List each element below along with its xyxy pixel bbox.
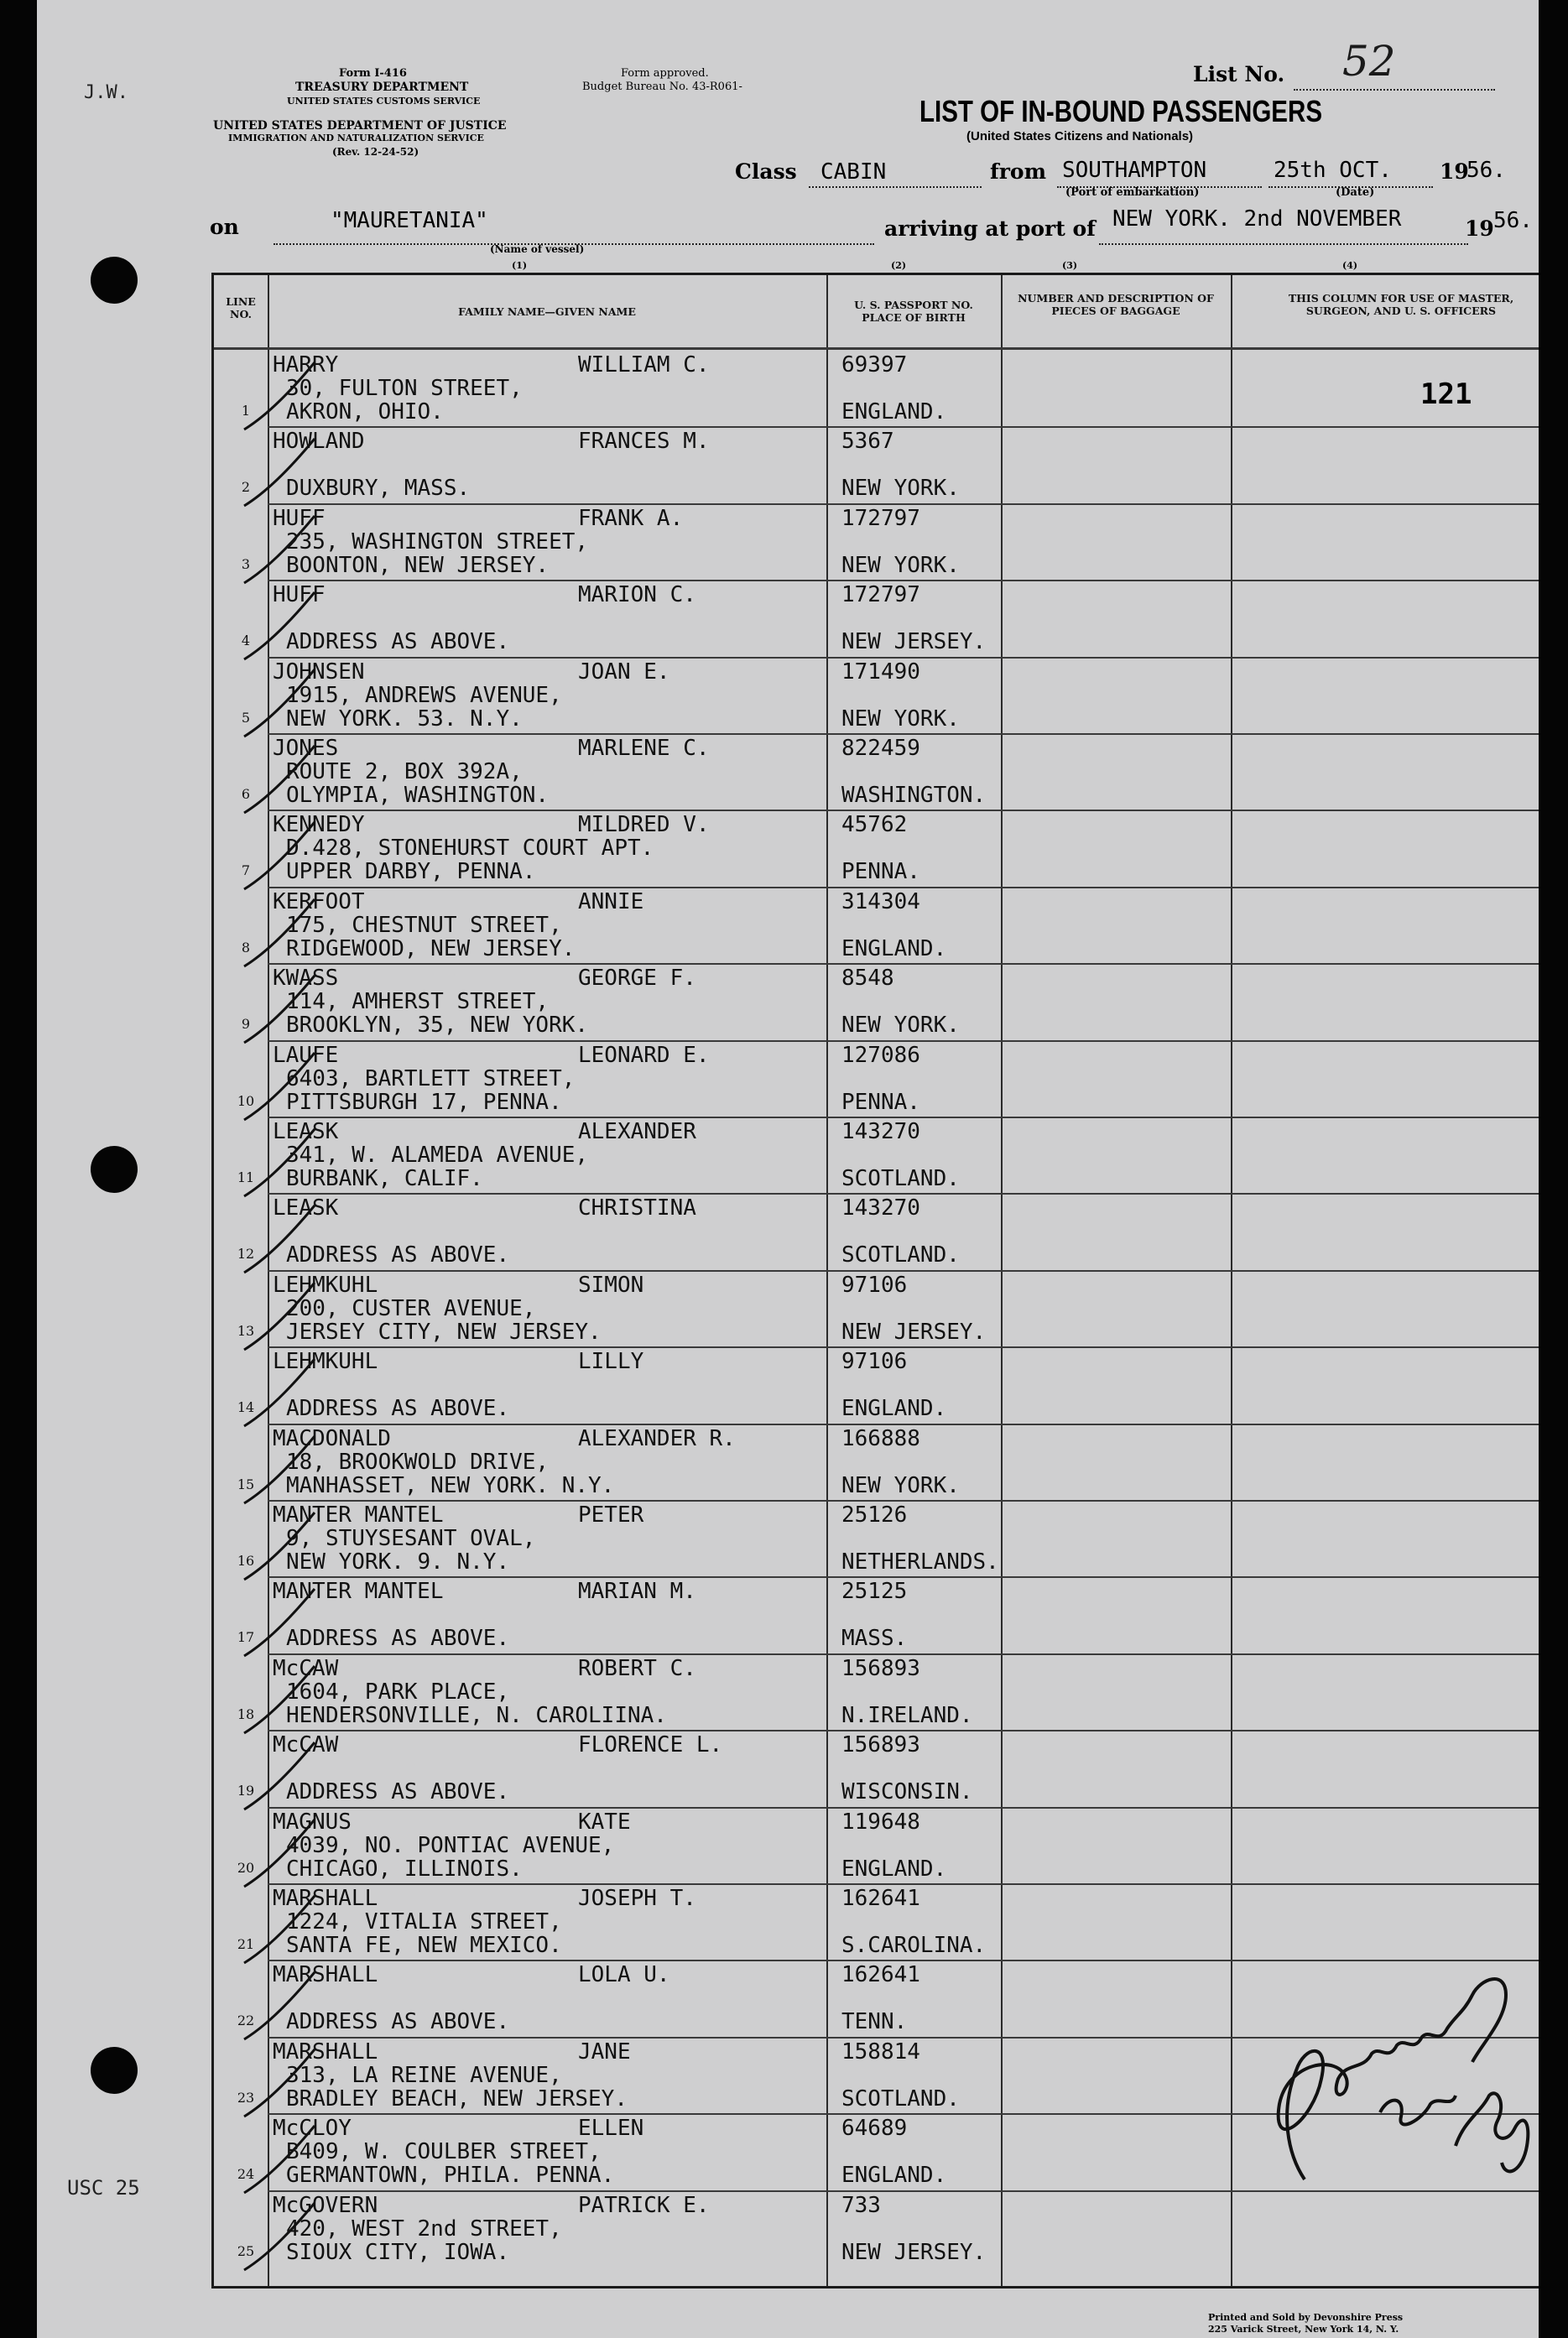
line-number: 5 [241,709,251,726]
passport-number: 25126 [841,1502,908,1528]
line-number: 13 [237,1322,255,1339]
embark-port: SOUTHAMPTON [1062,158,1207,183]
address-line-1: 341, W. ALAMEDA AVENUE, [286,1143,589,1168]
family-name: McCAW [273,1732,339,1758]
family-name: MARSHALL [273,2039,378,2065]
family-name: McCLOY [273,2116,352,2142]
table-row [214,1117,1539,1194]
form-service: UNITED STATES CUSTOMS SERVICE [287,96,481,107]
table-row [214,1654,1539,1731]
passport-number: 172797 [841,582,920,608]
table-row [214,504,1539,581]
place-of-birth: NEW YORK. [841,1013,960,1039]
family-name: LEHMKUHL [273,1272,378,1298]
form-budget: Budget Bureau No. 43-R061- [582,81,742,93]
line-number: 14 [237,1399,255,1416]
place-of-birth: NETHERLANDS. [841,1549,999,1575]
date-caption: (Date) [1336,186,1375,199]
table-row [214,1041,1539,1117]
place-of-birth: NEW YORK. [841,706,960,732]
officer-note: 121 [1420,378,1472,411]
passport-number: 822459 [841,736,920,761]
address-line-2: SANTA FE, NEW MEXICO. [286,1933,562,1958]
line-number: 2 [241,479,251,496]
passport-number: 25125 [841,1579,908,1605]
address-line-2: BROOKLYN, 35, NEW YORK. [286,1013,589,1039]
passport-number: 97106 [841,1349,908,1375]
given-name: JANE [578,2039,631,2065]
table-row [214,1731,1539,1807]
address-line-2: OLYMPIA, WASHINGTON. [286,783,550,808]
address-line-1: 175, CHESTNUT STREET, [286,912,562,938]
family-name: LEASK [273,1195,339,1221]
passport-number: 127086 [841,1042,920,1068]
col-number-2: (2) [891,260,907,271]
family-name: HARRY [273,352,339,378]
place-of-birth: PENNA. [841,1089,920,1115]
line-number: 6 [241,786,251,802]
address-line-2: CHICAGO, ILLINOIS. [286,1856,523,1882]
family-name: JONES [273,736,339,761]
passport-number: 166888 [841,1425,920,1451]
address-line-2: BRADLEY BEACH, NEW JERSEY. [286,2085,628,2111]
given-name: MARIAN M. [578,1579,696,1605]
family-name: McCAW [273,1655,339,1681]
given-name: MARION C. [578,582,696,608]
passport-number: 97106 [841,1272,908,1298]
form-number: Form I-416 [339,67,407,80]
address-line-2: HENDERSONVILLE, N. CAROLIINA. [286,1702,667,1728]
passport-number: 172797 [841,505,920,531]
address-line-1: 1915, ANDREWS AVENUE, [286,682,562,708]
address-line-1: 200, CUSTER AVENUE, [286,1295,536,1321]
line-number: 23 [237,2089,255,2106]
line-number: 22 [237,2013,255,2029]
given-name: LOLA U. [578,1962,670,1988]
form-justice: UNITED STATES DEPARTMENT OF JUSTICE [213,119,507,133]
place-of-birth: N.IRELAND. [841,1702,973,1728]
line-number: 15 [237,1476,255,1492]
line-number: 25 [237,2242,255,2259]
line-number: 18 [237,1705,255,1722]
passport-number: 45762 [841,812,908,838]
table-row [214,810,1539,887]
passport-number: 733 [841,2192,881,2218]
table-row [214,658,1539,734]
year-prefix: 19 [1440,159,1469,184]
line-number: 8 [241,939,251,956]
margin-code: USC 25 [67,2176,140,2200]
line-number: 9 [241,1016,251,1033]
given-name: JOSEPH T. [578,1886,696,1911]
from-label: from [990,159,1047,184]
passport-number: 143270 [841,1195,920,1221]
address-line-1: 1224, VITALIA STREET, [286,1909,562,1934]
header-divider [214,347,1539,350]
family-name: MAGNUS [273,1809,352,1835]
address-line-1: 1604, PARK PLACE, [286,1679,510,1705]
line-number: 20 [237,1859,255,1876]
line-number: 4 [241,633,251,649]
line-number: 10 [237,1092,255,1109]
address-line-2: ADDRESS AS ABOVE. [286,1779,510,1805]
address-line-2: ADDRESS AS ABOVE. [286,1242,510,1268]
given-name: FRANCES M. [578,429,710,455]
place-of-birth: TENN. [841,2009,908,2035]
address-line-1: 313, LA REINE AVENUE, [286,2062,562,2088]
col-number-4: (4) [1342,260,1358,271]
family-name: MANTER MANTEL [273,1502,444,1528]
table-row [214,581,1539,657]
address-line-1: 18, BROOKWOLD DRIVE, [286,1449,550,1475]
passport-number: 158814 [841,2039,920,2065]
arrival-year: 56. [1493,208,1533,233]
given-name: ALEXANDER [578,1119,696,1144]
place-of-birth: WASHINGTON. [841,783,987,808]
family-name: HUFF [273,582,326,608]
family-name: MARSHALL [273,1886,378,1911]
place-of-birth: ENGLAND. [841,1856,947,1882]
address-line-2: ADDRESS AS ABOVE. [286,629,510,655]
family-name: HUFF [273,505,326,531]
address-line-2: ADDRESS AS ABOVE. [286,2009,510,2035]
passport-number: 162641 [841,1962,920,1988]
address-line-2: BOONTON, NEW JERSEY. [286,552,550,578]
header-name: FAMILY NAME—GIVEN NAME [458,305,636,318]
place-of-birth: SCOTLAND. [841,1242,960,1268]
class-label: Class [735,159,797,184]
table-row [214,964,1539,1040]
punch-hole [91,2047,138,2094]
punch-hole [91,1146,138,1193]
table-row [214,888,1539,964]
place-of-birth: ENGLAND. [841,1396,947,1422]
given-name: LILLY [578,1349,644,1375]
address-line-1: D.428, STONEHURST COURT APT. [286,836,654,862]
address-line-2: UPPER DARBY, PENNA. [286,859,536,885]
given-name: CHRISTINA [578,1195,696,1221]
family-name: MANTER MANTEL [273,1579,444,1605]
family-name: LEHMKUHL [273,1349,378,1375]
address-line-1: 235, WASHINGTON STREET, [286,529,589,555]
vessel-name: "MAURETANIA" [331,208,488,233]
line-number: 17 [237,1629,255,1646]
place-of-birth: NEW YORK. [841,1472,960,1498]
address-line-1: B409, W. COULBER STREET, [286,2139,602,2165]
passport-number: 5367 [841,429,894,455]
arriving-label: arriving at port of [884,216,1096,241]
passport-number: 69397 [841,352,908,378]
place-of-birth: ENGLAND. [841,935,947,961]
table-row [214,351,1539,427]
line-number: 16 [237,1553,255,1569]
header-passport: U. S. PASSPORT NO. PLACE OF BIRTH [854,299,973,324]
inspector-signature [1254,1953,1539,2188]
table-row [214,1884,1539,1960]
address-line-2: AKRON, OHIO. [286,399,444,424]
given-name: JOAN E. [578,659,670,685]
family-name: LEASK [273,1119,339,1144]
family-name: HOWLAND [273,429,365,455]
table-row [214,2191,1539,2268]
address-line-2: RIDGEWOOD, NEW JERSEY. [286,935,576,961]
passport-number: 156893 [841,1732,920,1758]
passenger-table [211,273,1539,2289]
address-line-1: 4039, NO. PONTIAC AVENUE, [286,1832,615,1858]
place-of-birth: ENGLAND. [841,399,947,424]
place-of-birth: NEW JERSEY. [841,1319,987,1345]
given-name: FLORENCE L. [578,1732,723,1758]
embark-caption: (Port of embarkation) [1065,186,1200,199]
arrival-port-date: NEW YORK. 2nd NOVEMBER [1112,206,1402,232]
table-row [214,1347,1539,1424]
header-officers: THIS COLUMN FOR USE OF MASTER, SURGEON, AND U. S. OFFICERS [1288,292,1514,317]
address-line-2: NEW YORK. 53. N.Y. [286,706,523,732]
address-line-1: 114, AMHERST STREET, [286,989,550,1015]
line-number: 24 [237,2166,255,2183]
family-name: JOHNSEN [273,659,365,685]
list-number-value: 52 [1342,37,1396,86]
vessel-caption: (Name of vessel) [490,243,585,255]
family-name: MARSHALL [273,1962,378,1988]
given-name: ELLEN [578,2116,644,2142]
line-number: 12 [237,1246,255,1263]
family-name: McGOVERN [273,2192,378,2218]
line-number: 21 [237,1936,255,1952]
given-name: MILDRED V. [578,812,710,838]
place-of-birth: ENGLAND. [841,2163,947,2189]
table-row [214,1577,1539,1653]
address-line-1: 9, STUYSESANT OVAL, [286,1526,536,1551]
place-of-birth: NEW YORK. [841,552,960,578]
table-row [214,734,1539,810]
table-row [214,1424,1539,1501]
given-name: FRANK A. [578,505,684,531]
given-name: ANNIE [578,888,644,914]
address-line-2: MANHASSET, NEW YORK. N.Y. [286,1472,615,1498]
passport-number: 119648 [841,1809,920,1835]
passport-number: 64689 [841,2116,908,2142]
address-line-2: GERMANTOWN, PHILA. PENNA. [286,2163,615,2189]
header-baggage: NUMBER AND DESCRIPTION OF PIECES OF BAGGAGE [1018,292,1214,317]
col-number-1: (1) [512,260,528,271]
address-line-2: SIOUX CITY, IOWA. [286,2239,510,2265]
address-line-2: BURBANK, CALIF. [286,1166,483,1191]
address-line-2: PITTSBURGH 17, PENNA. [286,1089,562,1115]
table-row [214,1808,1539,1884]
printer-line-1: Printed and Sold by Devonshire Press [1208,2312,1404,2323]
page-title: LIST OF IN-BOUND PASSENGERS [919,94,1323,128]
form-approved: Form approved. [621,67,709,80]
place-of-birth: S.CAROLINA. [841,1933,987,1958]
address-line-2: ADDRESS AS ABOVE. [286,1396,510,1422]
passport-number: 162641 [841,1886,920,1911]
given-name: LEONARD E. [578,1042,710,1068]
address-line-2: ADDRESS AS ABOVE. [286,1626,510,1652]
family-name: KERFOOT [273,888,365,914]
passport-number: 171490 [841,659,920,685]
line-number: 19 [237,1783,255,1799]
passport-number: 143270 [841,1119,920,1144]
address-line-2: DUXBURY, MASS. [286,476,471,502]
line-number: 7 [241,862,251,879]
table-row [214,1271,1539,1347]
address-line-1: ROUTE 2, BOX 392A, [286,759,523,784]
passport-number: 8548 [841,966,894,992]
embark-date: 25th OCT. [1274,158,1392,183]
line-number: 11 [237,1169,255,1185]
printer-line-2: 225 Varick Street, New York 14, N. Y. [1208,2324,1399,2335]
form-revision: (Rev. 12-24-52) [332,146,419,158]
punch-hole [91,257,138,304]
given-name: PETER [578,1502,644,1528]
given-name: PATRICK E. [578,2192,710,2218]
given-name: WILLIAM C. [578,352,710,378]
place-of-birth: SCOTLAND. [841,1166,960,1191]
address-line-2: JERSEY CITY, NEW JERSEY. [286,1319,602,1345]
table-row [214,1501,1539,1577]
table-row [214,427,1539,503]
given-name: MARLENE C. [578,736,710,761]
col-number-3: (3) [1062,260,1078,271]
line-number: 3 [241,555,251,572]
given-name: KATE [578,1809,631,1835]
address-line-1: 6403, BARTLETT STREET, [286,1065,576,1091]
form-department: TREASURY DEPARTMENT [295,81,469,94]
table-row [214,1194,1539,1270]
class-value: CABIN [820,159,887,185]
place-of-birth: PENNA. [841,859,920,885]
given-name: GEORGE F. [578,966,696,992]
place-of-birth: NEW JERSEY. [841,2239,987,2265]
passport-number: 156893 [841,1655,920,1681]
address-line-1: 420, WEST 2nd STREET, [286,2216,562,2242]
given-name: ROBERT C. [578,1655,696,1681]
given-name: ALEXANDER R. [578,1425,736,1451]
margin-initials: J.W. [84,82,128,103]
family-name: MACDONALD [273,1425,391,1451]
list-number-label: List No. [1193,62,1285,86]
address-line-2: NEW YORK. 9. N.Y. [286,1549,510,1575]
page-subtitle: (United States Citizens and Nationals) [966,129,1194,143]
place-of-birth: WISCONSIN. [841,1779,973,1805]
line-number: 1 [241,403,251,419]
place-of-birth: NEW JERSEY. [841,629,987,655]
family-name: LAUFE [273,1042,339,1068]
place-of-birth: MASS. [841,1626,908,1652]
family-name: KENNEDY [273,812,365,838]
passport-number: 314304 [841,888,920,914]
on-label: on [210,215,239,239]
embark-year: 56. [1466,158,1506,183]
given-name: SIMON [578,1272,644,1298]
place-of-birth: NEW YORK. [841,476,960,502]
address-line-1: 30, FULTON STREET, [286,376,523,401]
family-name: KWASS [273,966,339,992]
place-of-birth: SCOTLAND. [841,2085,960,2111]
manifest-sheet [37,0,1539,2338]
form-ins: IMMIGRATION AND NATURALIZATION SERVICE [228,133,484,143]
arrival-year-prefix: 19 [1465,216,1494,241]
header-line-no: LINE NO. [226,295,256,320]
